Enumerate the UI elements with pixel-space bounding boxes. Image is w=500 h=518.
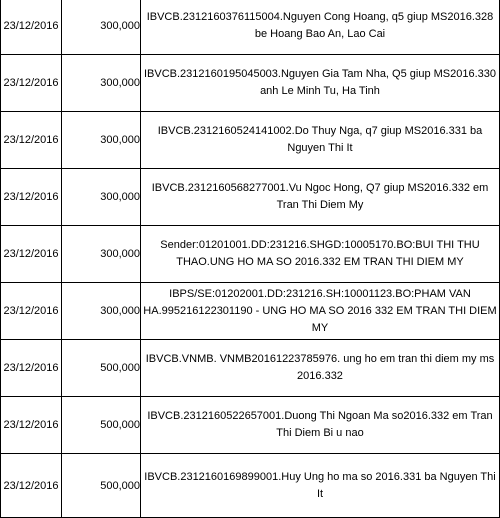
- table-row: [1, 0, 500, 55]
- amount-cell: 300,000: [62, 0, 141, 55]
- description-cell: IBPS/SE:01202001.DD:231216.SH:10001123.BO:PHAM VAN HA.995216122301190 - UNG HO MA SO 2016 332 EM TRAN THI DIEM MY: [141, 283, 500, 340]
- amount-cell: 300,000: [62, 283, 141, 340]
- date-cell: 23/12/2016: [1, 112, 62, 169]
- description-cell: IBVCB.2312160524141002.Do Thuy Nga, q7 giup MS2016.331 ba Nguyen Thi It: [141, 112, 500, 169]
- table-row: [1, 340, 500, 397]
- date-cell: 23/12/2016: [1, 55, 62, 112]
- table-row: [1, 169, 500, 226]
- date-cell: 23/12/2016: [1, 397, 62, 454]
- description-cell: IBVCB.2312160568277001.Vu Ngoc Hong, Q7 giup MS2016.332 em Tran Thi Diem My: [141, 169, 500, 226]
- description-cell: Sender:01201001.DD:231216.SHGD:10005170.BO:BUI THI THU THAO.UNG HO MA SO 2016.332 EM TRAN THI DIEM MY: [141, 226, 500, 283]
- description-cell: IBVCB.2312160376115004.Nguyen Cong Hoang, q5 giup MS2016.328 be Hoang Bao An, Lao Cai: [141, 0, 500, 55]
- description-cell: IBVCB.VNMB. VNMB20161223785976. ung ho em tran thi diem my ms 2016.332: [141, 340, 500, 397]
- table-row: [1, 283, 500, 340]
- date-cell: 23/12/2016: [1, 283, 62, 340]
- amount-cell: 500,000: [62, 454, 141, 518]
- description-cell: IBVCB.2312160522657001.Duong Thi Ngoan Ma so2016.332 em Tran Thi Diem Bi u nao: [141, 397, 500, 454]
- table-row: [1, 397, 500, 454]
- table-row: [1, 226, 500, 283]
- amount-cell: 300,000: [62, 112, 141, 169]
- table-row: [1, 55, 500, 112]
- date-cell: 23/12/2016: [1, 0, 62, 55]
- table-row: [1, 112, 500, 169]
- date-cell: 23/12/2016: [1, 226, 62, 283]
- description-cell: IBVCB.2312160195045003.Nguyen Gia Tam Nha, Q5 giup MS2016.330 anh Le Minh Tu, Ha Tinh: [141, 55, 500, 112]
- amount-cell: 300,000: [62, 169, 141, 226]
- amount-cell: 300,000: [62, 226, 141, 283]
- ledger-body: [1, 0, 500, 518]
- amount-cell: 300,000: [62, 55, 141, 112]
- date-cell: 23/12/2016: [1, 454, 62, 518]
- table-row: [1, 454, 500, 518]
- date-cell: 23/12/2016: [1, 169, 62, 226]
- amount-cell: 500,000: [62, 397, 141, 454]
- amount-cell: 500,000: [62, 340, 141, 397]
- date-cell: 23/12/2016: [1, 340, 62, 397]
- description-cell: IBVCB.2312160169899001.Huy Ung ho ma so 2016.331 ba Nguyen Thi It: [141, 454, 500, 518]
